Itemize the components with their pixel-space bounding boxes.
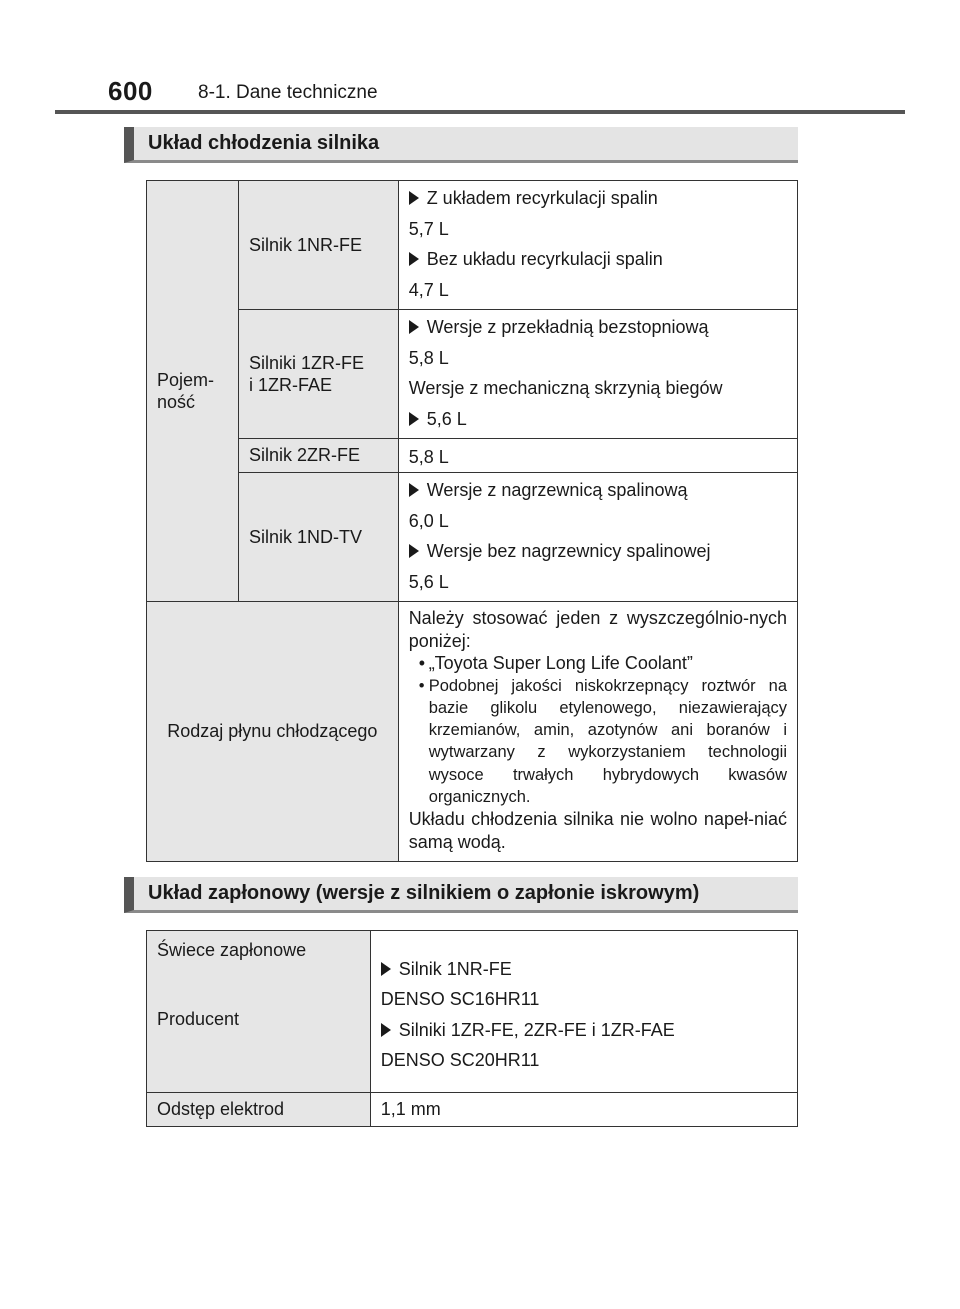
triangle-right-icon — [409, 320, 419, 334]
engine-name-cell — [238, 181, 398, 310]
section-heading-ignition — [124, 877, 798, 913]
table-row — [147, 602, 798, 862]
value-line — [409, 347, 787, 370]
coolant-label-cell — [147, 602, 399, 862]
value-text: Silnik 1NR-FE — [398, 958, 512, 979]
value-text: 5,8 L — [408, 347, 449, 368]
engine-name: Silnik 1ND-TV — [248, 526, 362, 547]
value-text: 5,6 L — [408, 571, 449, 592]
plugs-label: Świece zapłonowe — [157, 940, 307, 960]
triangle-right-icon — [409, 191, 419, 205]
engine-value-cell — [398, 181, 797, 310]
triangle-right-icon — [381, 1023, 391, 1037]
table-row — [147, 931, 798, 1093]
arrow-item — [409, 248, 787, 271]
value-line — [409, 279, 787, 302]
engine-name-cell — [238, 439, 398, 473]
chapter-title: 8-1. Dane techniczne — [198, 82, 378, 103]
value-text: 6,0 L — [408, 510, 449, 531]
value-line — [381, 1049, 787, 1072]
value-text: Wersje z mechaniczną skrzynią biegów — [408, 378, 723, 398]
page-number: 600 — [108, 76, 153, 106]
value-text: Z układem recyrkulacji spalin — [426, 188, 658, 208]
coolant-value-cell — [398, 602, 797, 862]
capacity-label: Pojem- ność — [157, 369, 215, 412]
arrow-item — [409, 540, 787, 563]
value-text: 5,7 L — [408, 218, 449, 239]
engine-value-list — [399, 442, 797, 469]
table-row — [147, 181, 798, 310]
header-rule — [55, 110, 905, 114]
value-text: Wersje z przekładnią bezstopniową — [426, 317, 709, 337]
triangle-right-icon — [409, 252, 419, 266]
manufacturer-value-list — [371, 944, 797, 1080]
table-row — [147, 310, 798, 439]
coolant-option: • Podobnej jakości niskokrzepnący roztwór na bazie glikolu etylenowego, niezawierający krzemianów, amin, azotynów ani boranów i wytwarzany z wykorzystaniem technologii wysoce trwałych hybrydowych kwasów organicznych. — [419, 675, 787, 809]
value-text: DENSO SC20HR11 — [380, 1050, 540, 1070]
triangle-right-icon — [409, 483, 419, 497]
engine-name-cell — [238, 310, 398, 439]
arrow-item — [409, 479, 787, 502]
triangle-right-icon — [409, 544, 419, 558]
engine-name: Silnik 1NR-FE — [248, 234, 362, 255]
value-text: Wersje bez nagrzewnicy spalinowej — [426, 541, 711, 561]
section-heading-cooling-text: Układ chłodzenia silnika — [148, 132, 380, 154]
value-line — [409, 571, 787, 594]
arrow-item — [409, 187, 787, 210]
value-text: 5,6 L — [426, 408, 467, 429]
coolant-intro: Należy stosować jeden z wyszczególnio-nych poniżej: — [408, 608, 787, 651]
section-heading-cooling — [124, 127, 798, 163]
plugs-label-cell — [147, 931, 371, 1093]
engine-value-list — [399, 310, 797, 438]
engine-name-cell — [238, 473, 398, 602]
value-line — [381, 988, 787, 1011]
value-line — [409, 446, 787, 469]
triangle-right-icon — [381, 962, 391, 976]
engine-value-cell — [398, 473, 797, 602]
value-text: Silniki 1ZR-FE, 2ZR-FE i 1ZR-FAE — [398, 1019, 675, 1040]
engine-name: Silnik 2ZR-FE — [248, 445, 360, 466]
arrow-item — [381, 958, 787, 981]
arrow-item — [409, 408, 787, 431]
gap-label-cell — [147, 1093, 371, 1127]
gap-value-cell — [370, 1093, 797, 1127]
gap-label: Odstęp elektrod — [157, 1099, 285, 1120]
manufacturer-label: Producent — [157, 1008, 240, 1029]
ignition-spec-table — [146, 930, 798, 1127]
engine-name: Silniki 1ZR-FE i 1ZR-FAE — [248, 352, 364, 395]
manufacturer-value-cell — [370, 931, 797, 1093]
coolant-option: • „Toyota Super Long Life Coolant” — [419, 652, 787, 675]
arrow-item — [381, 1019, 787, 1042]
value-text: 4,7 L — [408, 279, 449, 300]
value-text: 5,8 L — [408, 447, 449, 468]
engine-value-list — [399, 181, 797, 309]
cooling-spec-table — [146, 180, 798, 862]
triangle-right-icon — [409, 412, 419, 426]
table-row — [147, 439, 798, 473]
capacity-label-cell — [147, 181, 239, 602]
value-line — [409, 510, 787, 533]
coolant-note: Układu chłodzenia silnika nie wolno napeł-niać samą wodą. — [408, 809, 787, 852]
table-row — [147, 1093, 798, 1127]
engine-value-cell — [398, 310, 797, 439]
engine-value-cell — [398, 439, 797, 473]
arrow-item — [409, 316, 787, 339]
coolant-label: Rodzaj płynu chłodzącego — [167, 721, 378, 742]
gap-value: 1,1 mm — [380, 1099, 441, 1120]
engine-value-list — [399, 473, 797, 601]
value-line — [409, 218, 787, 241]
section-heading-ignition-text: Układ zapłonowy (wersje z silnikiem o zapłonie iskrowym) — [148, 882, 700, 904]
table-row — [147, 473, 798, 602]
value-text: DENSO SC16HR11 — [380, 989, 540, 1009]
value-text: Bez układu recyrkulacji spalin — [426, 249, 663, 269]
value-text: Wersje z nagrzewnicą spalinową — [426, 480, 688, 500]
value-line — [409, 377, 787, 400]
coolant-options — [419, 652, 787, 808]
